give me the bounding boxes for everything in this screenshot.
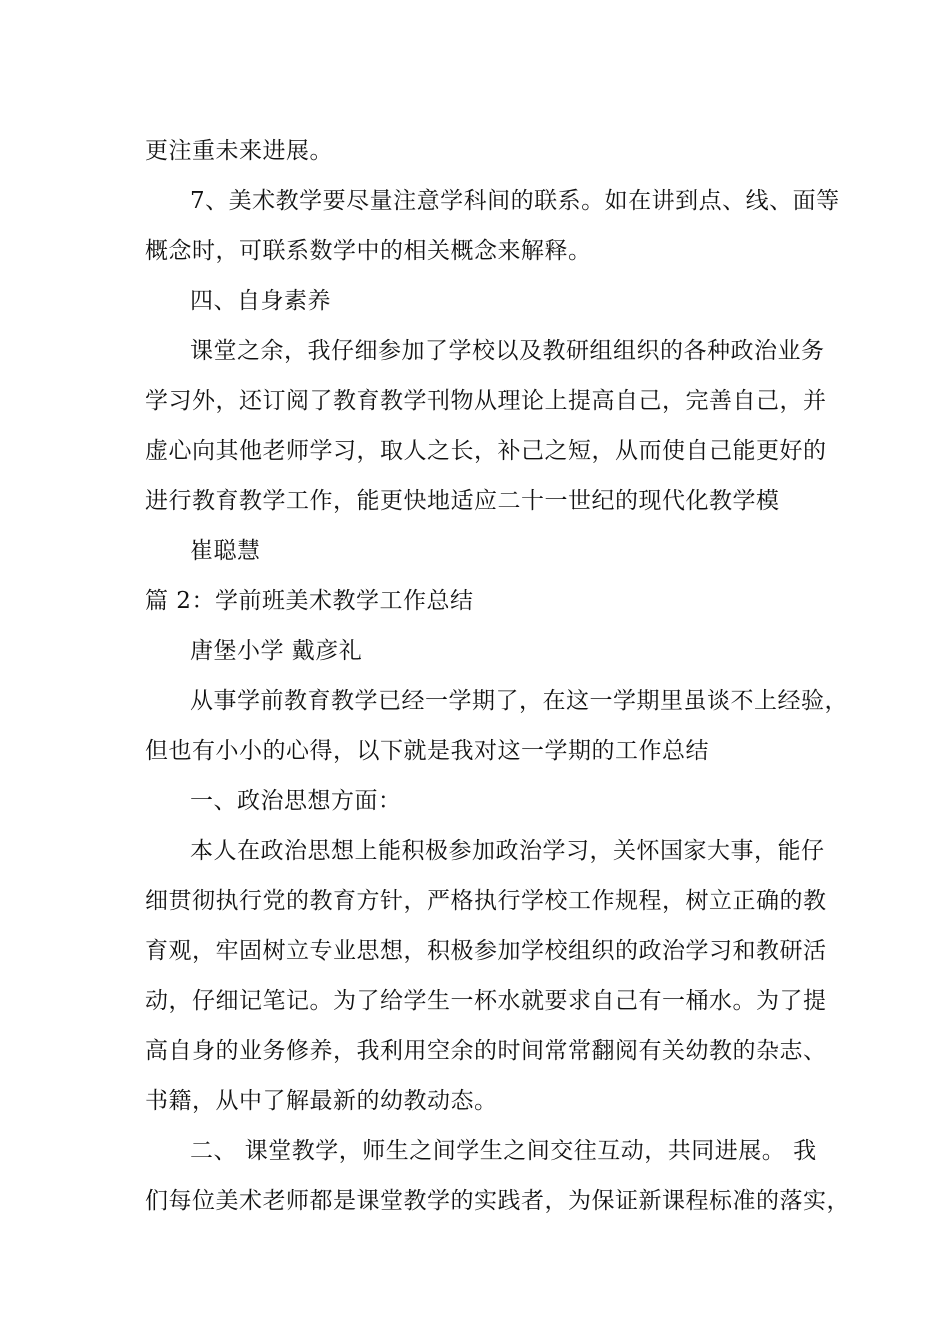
paragraph-line: 们每位美术老师都是课堂教学的实践者，为保证新课程标准的落实， (145, 1188, 850, 1214)
paragraph-line: 7、美术教学要尽量注意学科间的联系。如在讲到点、线、面等 (190, 188, 840, 214)
chapter-title: 篇 2：学前班美术教学工作总结 (145, 588, 474, 614)
paragraph-line: 细贯彻执行党的教育方针，严格执行学校工作规程，树立正确的教 (145, 888, 827, 914)
section-heading: 一、政治思想方面： (190, 788, 402, 814)
paragraph-line: 更注重未来进展。 (145, 138, 333, 164)
paragraph-line: 育观，牢固树立专业思想，积极参加学校组织的政治学习和教研活 (145, 938, 827, 964)
paragraph-line: 动，仔细记笔记。为了给学生一杯水就要求自己有一桶水。为了提 (145, 988, 827, 1014)
paragraph-line: 从事学前教育教学已经一学期了，在这一学期里虽谈不上经验， (190, 688, 848, 714)
section-heading: 二、 课堂教学，师生之间学生之间交往互动，共同进展。 我 (190, 1138, 817, 1164)
author-name: 崔聪慧 (190, 538, 261, 564)
paragraph-line: 课堂之余，我仔细参加了学校以及教研组组织的各种政治业务 (190, 338, 825, 364)
paragraph-line: 高自身的业务修养，我利用空余的时间常常翻阅有关幼教的杂志、 (145, 1038, 827, 1064)
paragraph-line: 进行教育教学工作，能更快地适应二十一世纪的现代化教学模 (145, 488, 780, 514)
paragraph-line: 但也有小小的心得，以下就是我对这一学期的工作总结 (145, 738, 709, 764)
author-line: 唐堡小学 戴彦礼 (190, 638, 363, 664)
paragraph-line: 学习外，还订阅了教育教学刊物从理论上提高自己，完善自己，并 (145, 388, 827, 414)
paragraph-line: 概念时，可联系数学中的相关概念来解释。 (145, 238, 592, 264)
section-heading: 四、自身素养 (190, 288, 331, 314)
paragraph-line: 虚心向其他老师学习，取人之长，补己之短，从而使自己能更好的 (145, 438, 827, 464)
paragraph-line: 本人在政治思想上能积极参加政治学习，关怀国家大事，能仔 (190, 838, 825, 864)
paragraph-line: 书籍，从中了解最新的幼教动态。 (145, 1088, 498, 1114)
